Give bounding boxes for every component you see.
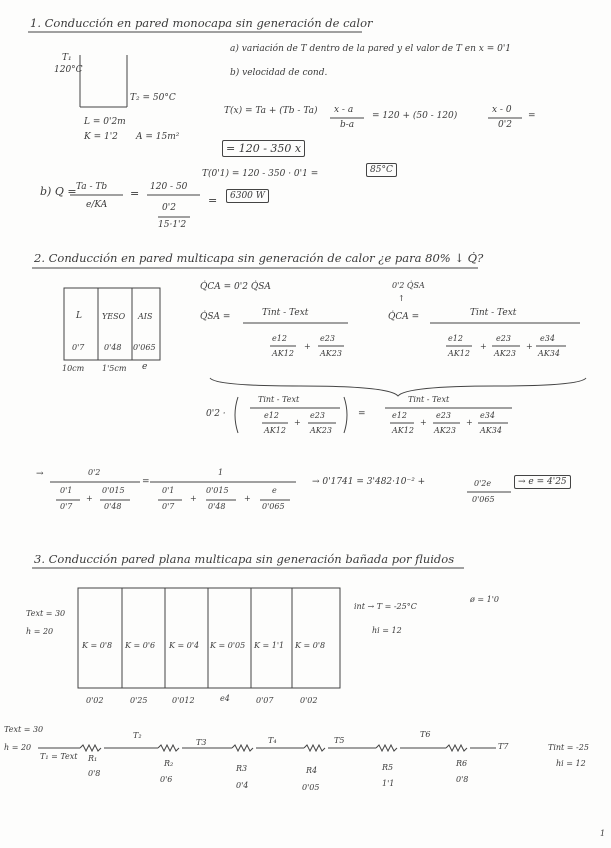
circuit-r3-val: 0'4 — [236, 781, 249, 790]
circuit-r5-val: 1'1 — [382, 779, 395, 788]
layer-3-label: AIS — [138, 312, 153, 321]
right-paren — [344, 397, 347, 433]
rhs-num: Tint - Text — [408, 395, 450, 404]
solve-right-d1n: 0'1 — [162, 486, 175, 495]
circuit-t2: T₂ — [133, 731, 142, 740]
solve-right-plus-2: + — [244, 494, 251, 503]
qsa-e12: e12 — [272, 334, 287, 343]
b-frac1-den: e/KA — [86, 200, 108, 210]
b-frac2-den2: 15·1'2 — [158, 220, 187, 230]
circuit-tint: Tint = -25 — [548, 743, 589, 752]
circuit-t6: T6 — [420, 730, 431, 739]
relation-arrow: ↑ — [398, 294, 405, 303]
wall-h: h = 20 — [26, 627, 54, 636]
layer-e-5: 0'07 — [256, 696, 274, 705]
problem-1-title: 1. Conducción en pared monocapa sin generación de calor — [30, 16, 373, 30]
qsa-label: Q̇SA = — [200, 312, 231, 322]
rhs-plus-1: + — [420, 418, 427, 427]
layer-1-label: L — [76, 311, 82, 321]
multilayer-wall-frame — [78, 588, 340, 688]
wall-text: Text = 30 — [26, 609, 66, 618]
solve-left-d1n: 0'1 — [60, 486, 73, 495]
b-frac1-num: Ta - Tb — [76, 182, 108, 192]
rhs-e23: e23 — [436, 411, 451, 420]
rhs-e34: e34 — [480, 411, 495, 420]
qsa-plus: + — [304, 342, 311, 351]
b-frac2-num: 120 - 50 — [150, 182, 188, 192]
layer-e-1: 0'02 — [86, 696, 104, 705]
relation-2: 0'2 Q̇SA — [392, 281, 425, 290]
layer-1-k: 0'7 — [72, 343, 85, 352]
paren-ak12: AK12 — [264, 426, 286, 435]
solve-arrow: → — [36, 469, 44, 479]
circuit-r2: R₂ — [164, 759, 174, 768]
layer-2-label: YESO — [102, 312, 126, 321]
wall-hi: hi = 12 — [372, 626, 402, 635]
solve-right-e: e — [272, 486, 277, 495]
solve-eq: = — [142, 477, 150, 487]
layer-2-k: 0'48 — [104, 343, 122, 352]
solve-left-d2d: 0'48 — [104, 502, 122, 511]
rhs-ak12: AK12 — [392, 426, 414, 435]
wall-area: A = 15m² — [136, 132, 180, 142]
circuit-r1-val: 0'8 — [88, 769, 101, 778]
layer-e-6: 0'02 — [300, 696, 318, 705]
b-eq2: = — [208, 194, 218, 207]
equality-brace — [210, 378, 586, 396]
solve-rhs: → 0'1741 = 3'482·10⁻² + — [312, 477, 426, 487]
layer-3-k: 0'065 — [133, 343, 156, 352]
circuit-r6: R6 — [456, 759, 468, 768]
layer-k-5: K = 1'1 — [254, 641, 285, 650]
qca-plus-2: + — [526, 342, 533, 351]
solve-right-num: 1 — [218, 468, 224, 477]
circuit-t1: T₁ = Text — [40, 752, 78, 761]
eq1-end: = — [528, 111, 536, 121]
paren-mult: 0'2 · — [206, 409, 226, 419]
wall-conductivity: K = 1'2 — [84, 132, 118, 142]
page-number: 1 — [600, 829, 606, 838]
eq2-result-box: = 120 - 350 x — [222, 140, 305, 157]
b-frac2-den1: 0'2 — [162, 203, 176, 213]
b-eq: = — [130, 187, 140, 200]
qca-e12: e12 — [448, 334, 463, 343]
wall-t1-label: T₁ — [62, 53, 72, 63]
eq1-frac1-num: x - a — [334, 105, 354, 115]
circuit-r1: R₁ — [88, 754, 98, 763]
circuit-r5: R5 — [382, 763, 394, 772]
problem-2-title: 2. Conducción en pared multicapa sin generación de calor ¿e para 80% ↓ Q̇? — [34, 251, 484, 265]
paren-eq: = — [358, 409, 366, 419]
qca-e34: e34 — [540, 334, 555, 343]
qsa-e23: e23 — [320, 334, 335, 343]
circuit-r6-val: 0'8 — [456, 775, 469, 784]
layer-k-3: K = 0'4 — [169, 641, 200, 650]
solve-rhs-den: 0'065 — [472, 495, 495, 504]
thermal-circuit — [38, 745, 496, 751]
wall-length: L = 0'2m — [84, 117, 126, 127]
circuit-r2-val: 0'6 — [160, 775, 173, 784]
solve-left-d1d: 0'7 — [60, 502, 73, 511]
question-a: a) variación de T dentro de la pared y el valor de T en x = 0'1 — [230, 44, 512, 54]
solve-right-d2n: 0'015 — [206, 486, 229, 495]
layer-2-e: 1'5cm — [102, 364, 127, 373]
circuit-t7: T7 — [498, 742, 509, 751]
wall-t1-value: 120°C — [54, 65, 83, 75]
circuit-t4: T₄ — [268, 736, 277, 745]
eq1-frac2-den: 0'2 — [498, 120, 512, 130]
circuit-r4: R4 — [306, 766, 318, 775]
qca-num: Tint - Text — [470, 308, 517, 318]
rhs-e12: e12 — [392, 411, 407, 420]
wall-phi: ø = 1'0 — [470, 595, 499, 604]
qsa-num: Tint - Text — [262, 308, 309, 318]
layer-k-4: K = 0'05 — [210, 641, 246, 650]
wall-t2-label: T₂ = 50°C — [130, 93, 176, 103]
circuit-t5: T5 — [334, 736, 345, 745]
b-lhs: b) Q = — [40, 185, 77, 198]
qca-ak23: AK23 — [494, 349, 516, 358]
paren-e12: e12 — [264, 411, 279, 420]
eq3-result-box: 85°C — [366, 163, 397, 177]
solve-left-d2n: 0'015 — [102, 486, 125, 495]
qca-ak34: AK34 — [538, 349, 560, 358]
eq1-frac1-den: b-a — [340, 120, 355, 130]
solve-left-plus: + — [86, 494, 93, 503]
eq1-mid: = 120 + (50 - 120) — [372, 111, 458, 121]
circuit-hint: hi = 12 — [556, 759, 586, 768]
solve-right-plus-1: + — [190, 494, 197, 503]
layer-k-1: K = 0'8 — [82, 641, 113, 650]
solve-right-ed: 0'065 — [262, 502, 285, 511]
left-paren — [235, 397, 238, 433]
qsa-ak12: AK12 — [272, 349, 294, 358]
rhs-ak34: AK34 — [480, 426, 502, 435]
paren-e23: e23 — [310, 411, 325, 420]
solve-right-d1d: 0'7 — [162, 502, 175, 511]
eq1-frac2-num: x - 0 — [492, 105, 512, 115]
circuit-text: Text = 30 — [4, 725, 44, 734]
question-b: b) velocidad de cond. — [230, 68, 328, 78]
rhs-ak23: AK23 — [434, 426, 456, 435]
eq1-lhs: T(x) = Ta + (Tb - Ta) — [224, 106, 318, 116]
qca-e23: e23 — [496, 334, 511, 343]
qca-plus-1: + — [480, 342, 487, 351]
layer-3-e: e — [142, 362, 148, 372]
circuit-r3: R3 — [236, 764, 248, 773]
layer-1-e: 10cm — [62, 364, 85, 373]
wall-int: int → T = -25°C — [354, 602, 417, 611]
layer-k-2: K = 0'6 — [125, 641, 156, 650]
solve-right-d2d: 0'48 — [208, 502, 226, 511]
layer-k-6: K = 0'8 — [295, 641, 326, 650]
solve-rhs-num: 0'2e — [474, 479, 492, 488]
rhs-plus-2: + — [466, 418, 473, 427]
paren-num: Tint - Text — [258, 395, 300, 404]
qsa-ak23: AK23 — [320, 349, 342, 358]
qca-label: Q̇CA = — [388, 312, 420, 322]
solve-left-num: 0'2 — [88, 468, 101, 477]
problem-3-title: 3. Conducción pared plana multicapa sin generación bañada por fluidos — [34, 552, 455, 566]
circuit-r4-val: 0'05 — [302, 783, 320, 792]
relation: Q̇CA = 0'2 Q̇SA — [200, 282, 271, 292]
paren-ak23: AK23 — [310, 426, 332, 435]
layer-e-4: e4 — [220, 694, 230, 703]
paren-plus: + — [294, 418, 301, 427]
eq3: T(0'1) = 120 - 350 · 0'1 = — [202, 169, 319, 179]
solve-result-box: → e = 4'25 — [514, 475, 571, 489]
circuit-t3: T3 — [196, 738, 207, 747]
b-result-box: 6300 W — [226, 189, 269, 203]
layer-e-3: 0'012 — [172, 696, 195, 705]
layer-e-2: 0'25 — [130, 696, 148, 705]
circuit-h: h = 20 — [4, 743, 32, 752]
qca-ak12: AK12 — [448, 349, 470, 358]
